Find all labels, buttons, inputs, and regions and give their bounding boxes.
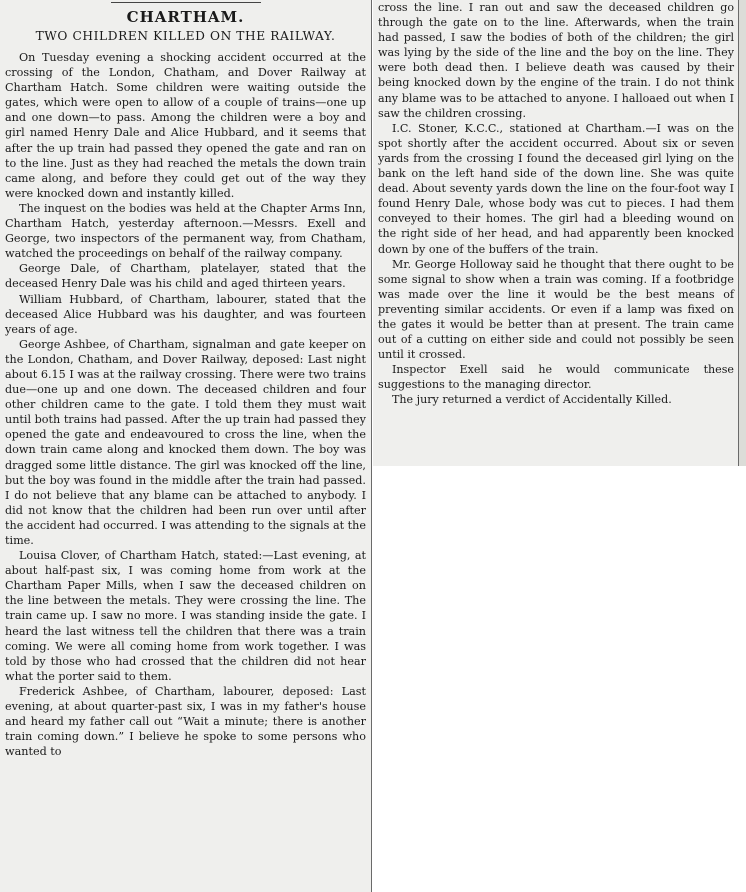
- paragraph: cross the line. I ran out and saw the deceased children go through the gate on to the line. Afterwards, when the train had passed, I saw the bodies of both of the children; the girl was lying by the side of the line and the boy on the line. They were both dead then. I believe death was caused by their being knocked down by the engine of the train. I do not think any blame was to be attached to anyone. I halloaed out when I saw the children crossing.: [378, 1, 734, 120]
- article-column-left: [0, 0, 372, 892]
- paragraph: George Ashbee, of Chartham, signalman and gate keeper on the London, Chatham, and Dover Railway, deposed: Last night about 6.15 I was at the railway crossing. There were two trains due—one up and one down. The deceased children and four other children came to the gate. I told them they must wait until both trains had passed. After the up train had passed they opened the gate and endeavoured to cross the line, when the down train came along and knocked them down. The boy was dragged some little distance. The girl was knocked off the line, but the boy was found in the middle after the train had passed. I do not believe that any blame can be attached to anybody. I did not know that the children had been run over until after the accident had occurred. I was attending to the signals at the time.: [5, 337, 366, 547]
- adjacent-column-edge: [739, 0, 746, 466]
- article-subheading: TWO CHILDREN KILLED ON THE RAILWAY.: [35, 29, 336, 43]
- paragraph: I.C. Stoner, K.C.C., stationed at Chartham.—I was on the spot shortly after the accident occurred. About six or seven yards from the crossing I found the deceased girl lying on the bank on the left hand side of the down line. She was quite dead. About seventy yards down the line on the four-foot way I found Henry Dale, whose body was cut to pieces. I had them conveyed to their homes. The girl had a bleeding wound on the right side of her head, and had apparently been knocked down by one of the buffers of the train.: [378, 121, 734, 256]
- paragraph: The jury returned a verdict of Accidentally Killed.: [392, 393, 672, 407]
- paragraph: The inquest on the bodies was held at the Chapter Arms Inn, Chartham Hatch, yesterday afternoon.—Messrs. Exell and George, two inspectors of the permanent way, from Chatham, watched the proceedings on behalf of the railway company.: [5, 201, 366, 261]
- paragraph: Inspector Exell said he would communicate these suggestions to the managing director.: [378, 363, 734, 392]
- column-divider: [371, 0, 372, 892]
- paragraph: Frederick Ashbee, of Chartham, labourer, deposed: Last evening, at about quarter-past six, I was in my father's house and heard my father call out “Wait a minute; there is another train coming down.” I believe he spoke to some persons who wanted to: [5, 684, 366, 759]
- paragraph: George Dale, of Chartham, platelayer, stated that the deceased Henry Dale was his child and aged thirteen years.: [5, 262, 366, 291]
- paragraph: Mr. George Holloway said he thought that there ought to be some signal to show when a train was coming. If a footbridge was made over the line it would be the best means of preventing similar accidents. Or even if a lamp was fixed on the gates it would be better than at present. The train came out of a cutting on either side and could not possibly be seen until it crossed.: [378, 257, 734, 362]
- article-column-right: [373, 0, 738, 466]
- paragraph: William Hubbard, of Chartham, labourer, stated that the deceased Alice Hubbard was his daughter, and was fourteen years of age.: [5, 292, 366, 336]
- top-rule: [111, 2, 261, 3]
- paragraph: On Tuesday evening a shocking accident occurred at the crossing of the London, Chatham, and Dover Railway at Chartham Hatch. Some children were waiting outside the gates, which were open to allow of a couple of trains—one up and one down—to pass. Among the children were a boy and girl named Henry Dale and Alice Hubbard, and it seems that after the up train had passed they opened the gate and ran on to the line. Just as they had reached the metals the down train came along, and before they could get out of the way they were knocked down and instantly killed.: [5, 51, 366, 200]
- paragraph: Louisa Clover, of Chartham Hatch, stated:—Last evening, at about half-past six, I was coming home from work at the Chartham Paper Mills, when I saw the deceased children on the line between the metals. They were crossing the line. The train came up. I saw no more. I was standing inside the gate. I heard the last witness tell the children that there was a train coming. We were all coming home from work together. I was told by those who had crossed that the children did not hear what the porter said to them.: [5, 549, 366, 683]
- article-heading: CHARTHAM.: [126, 8, 245, 26]
